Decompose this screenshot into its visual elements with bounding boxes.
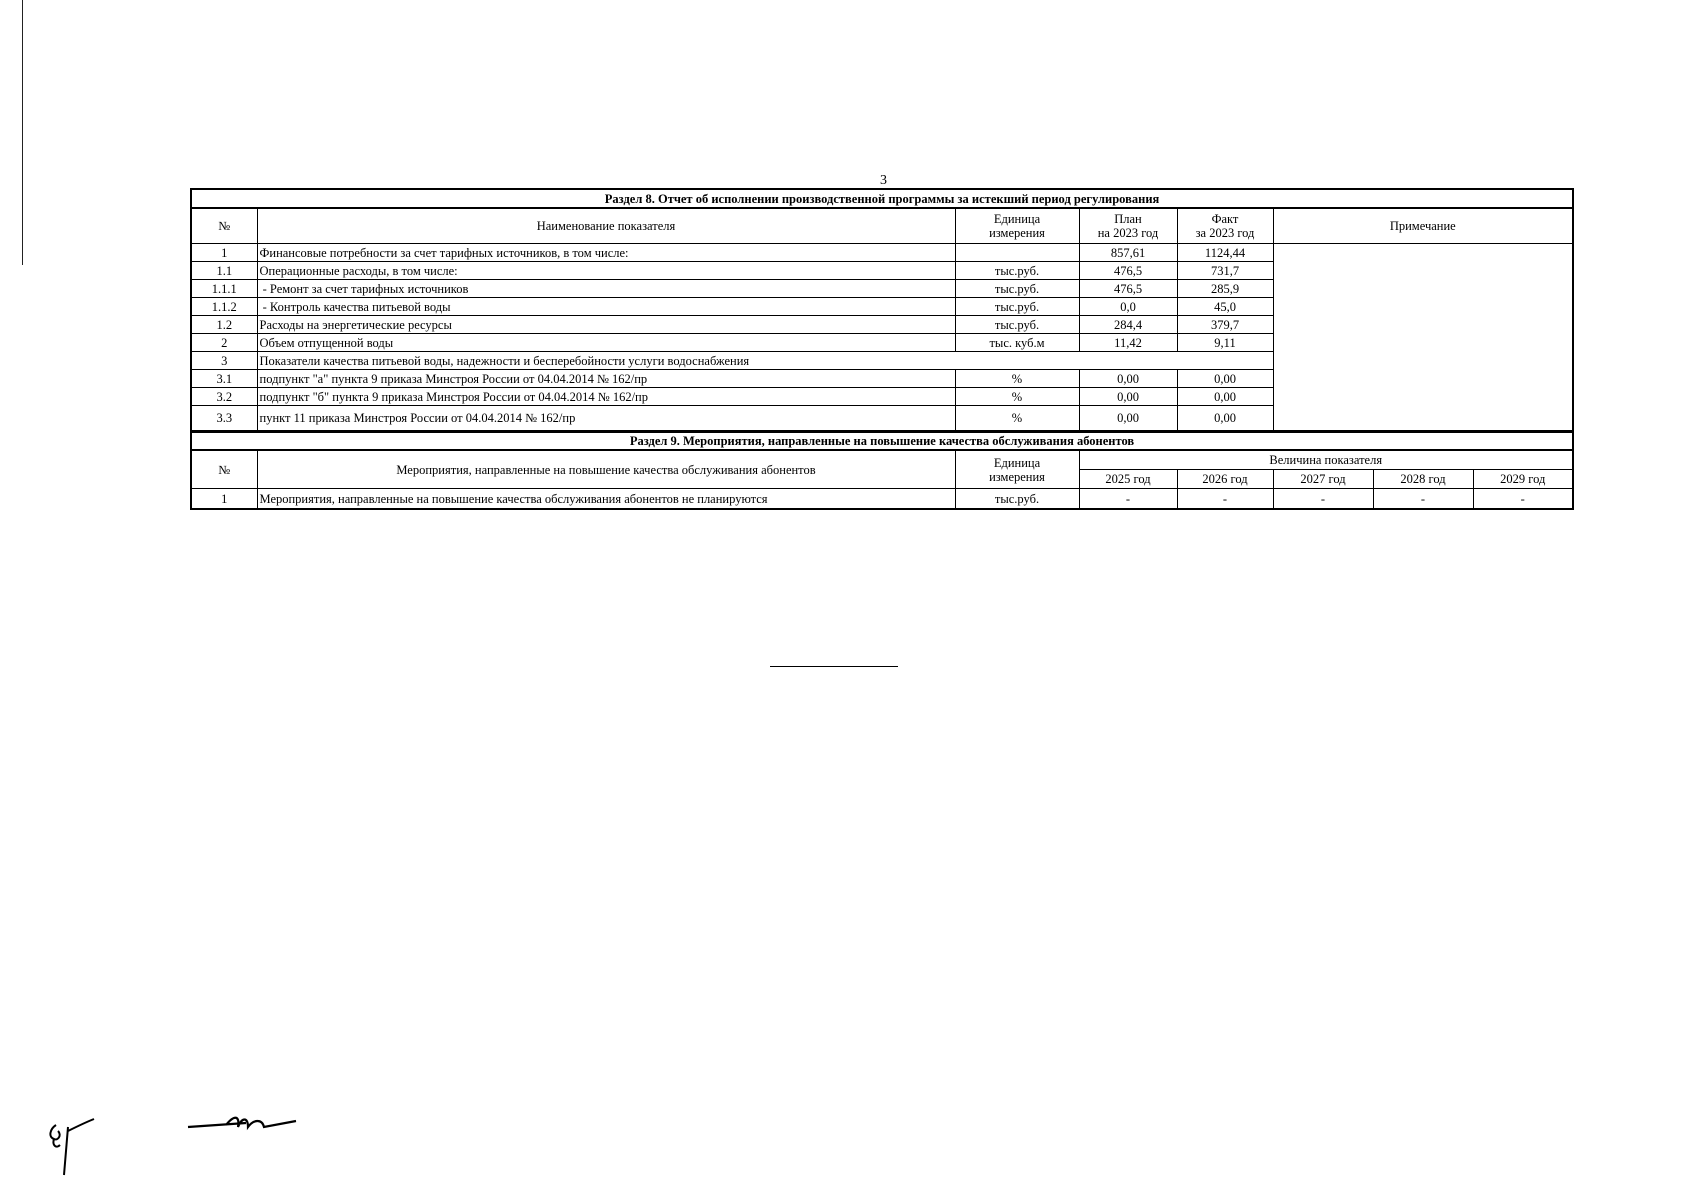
col-header-plan-line1: План bbox=[1114, 212, 1142, 226]
row-fact-value: 379,7 bbox=[1177, 316, 1273, 334]
handwritten-initials bbox=[44, 1115, 114, 1190]
row-fact-value: 731,7 bbox=[1177, 262, 1273, 280]
row-unit: тыс.руб. bbox=[955, 316, 1079, 334]
row-fact-value: 0,00 bbox=[1177, 388, 1273, 406]
row-number: 3 bbox=[191, 352, 257, 370]
row-year-value: - bbox=[1373, 489, 1473, 510]
row-indicator-name: - Ремонт за счет тарифных источников bbox=[257, 280, 955, 298]
col-header-unit-line2: измерения bbox=[989, 226, 1045, 240]
row-number: 1.1.2 bbox=[191, 298, 257, 316]
row-indicator-name: Показатели качества питьевой воды, надежности и бесперебойности услуги водоснабжения bbox=[257, 352, 1273, 370]
col-header-plan-line2: на 2023 год bbox=[1097, 226, 1159, 240]
row-unit: тыс.руб. bbox=[955, 280, 1079, 298]
row-fact-value: 9,11 bbox=[1177, 334, 1273, 352]
note-cell bbox=[1273, 244, 1573, 432]
row-plan-value: 0,0 bbox=[1079, 298, 1177, 316]
row-plan-value: 11,42 bbox=[1079, 334, 1177, 352]
row-year-value: - bbox=[1473, 489, 1573, 510]
binding-margin-line bbox=[22, 0, 23, 265]
col-header-number: № bbox=[191, 208, 257, 244]
handwritten-signature bbox=[186, 1105, 306, 1145]
row-number: 1.2 bbox=[191, 316, 257, 334]
col-header-year: 2028 год bbox=[1373, 470, 1473, 489]
report-sheet bbox=[190, 188, 1572, 510]
row-fact-value: 285,9 bbox=[1177, 280, 1273, 298]
row-indicator-name: Объем отпущенной воды bbox=[257, 334, 955, 352]
table-row bbox=[191, 244, 1573, 262]
section9-title: Раздел 9. Мероприятия, направленные на повышение качества обслуживания абонентов bbox=[191, 433, 1573, 451]
row-number: 1.1.1 bbox=[191, 280, 257, 298]
row-indicator-name: подпункт "а" пункта 9 приказа Минстроя России от 04.04.2014 № 162/пр bbox=[257, 370, 955, 388]
col-header-number: № bbox=[191, 450, 257, 489]
row-year-value: - bbox=[1273, 489, 1373, 510]
col-header-year: 2027 год bbox=[1273, 470, 1373, 489]
col-header-note: Примечание bbox=[1273, 208, 1573, 244]
section9-table bbox=[190, 432, 1574, 510]
row-plan-value: 476,5 bbox=[1079, 280, 1177, 298]
section8-table bbox=[190, 188, 1574, 432]
row-number: 3.1 bbox=[191, 370, 257, 388]
row-indicator-name: Расходы на энергетические ресурсы bbox=[257, 316, 955, 334]
row-indicator-name: пункт 11 приказа Минстроя России от 04.04.2014 № 162/пр bbox=[257, 406, 955, 432]
row-number: 2 bbox=[191, 334, 257, 352]
row-plan-value: 0,00 bbox=[1079, 388, 1177, 406]
col-header-fact-line1: Факт bbox=[1211, 212, 1239, 226]
col-header-unit-line1: Единица bbox=[993, 212, 1041, 226]
row-plan-value: 284,4 bbox=[1079, 316, 1177, 334]
row-number: 1 bbox=[191, 489, 257, 510]
col-header-fact bbox=[1177, 208, 1273, 244]
col-header-year: 2026 год bbox=[1177, 470, 1273, 489]
row-unit bbox=[955, 244, 1079, 262]
row-unit: тыс. куб.м bbox=[955, 334, 1079, 352]
row-unit: тыс.руб. bbox=[955, 489, 1079, 510]
row-unit: % bbox=[955, 370, 1079, 388]
col-header-unit bbox=[955, 450, 1079, 489]
row-plan-value: 0,00 bbox=[1079, 370, 1177, 388]
col-header-plan bbox=[1079, 208, 1177, 244]
col-header-unit bbox=[955, 208, 1079, 244]
row-unit: % bbox=[955, 406, 1079, 432]
row-indicator-name: - Контроль качества питьевой воды bbox=[257, 298, 955, 316]
row-indicator-name: подпункт "б" пункта 9 приказа Минстроя России от 04.04.2014 № 162/пр bbox=[257, 388, 955, 406]
row-plan-value: 857,61 bbox=[1079, 244, 1177, 262]
row-fact-value: 0,00 bbox=[1177, 406, 1273, 432]
row-fact-value: 45,0 bbox=[1177, 298, 1273, 316]
section8-title: Раздел 8. Отчет об исполнении производственной программы за истекший период регулирования bbox=[191, 189, 1573, 208]
col-header-unit-line2: измерения bbox=[989, 469, 1045, 484]
row-year-value: - bbox=[1079, 489, 1177, 510]
row-number: 1 bbox=[191, 244, 257, 262]
row-number: 1.1 bbox=[191, 262, 257, 280]
row-year-value: - bbox=[1177, 489, 1273, 510]
row-plan-value: 0,00 bbox=[1079, 406, 1177, 432]
page-number: 3 bbox=[880, 173, 887, 188]
col-header-year: 2025 год bbox=[1079, 470, 1177, 489]
row-indicator-name: Операционные расходы, в том числе: bbox=[257, 262, 955, 280]
col-header-unit-line1: Единица bbox=[993, 455, 1041, 470]
col-header-activity-name: Мероприятия, направленные на повышение качества обслуживания абонентов bbox=[257, 450, 955, 489]
closing-rule bbox=[770, 666, 898, 667]
row-number: 3.3 bbox=[191, 406, 257, 432]
col-header-indicator-value: Величина показателя bbox=[1079, 450, 1573, 470]
row-unit: % bbox=[955, 388, 1079, 406]
table-row bbox=[191, 489, 1573, 510]
row-fact-value: 1124,44 bbox=[1177, 244, 1273, 262]
col-header-fact-line2: за 2023 год bbox=[1195, 226, 1255, 240]
row-unit: тыс.руб. bbox=[955, 298, 1079, 316]
row-fact-value: 0,00 bbox=[1177, 370, 1273, 388]
row-unit: тыс.руб. bbox=[955, 262, 1079, 280]
col-header-year: 2029 год bbox=[1473, 470, 1573, 489]
col-header-indicator-name: Наименование показателя bbox=[257, 208, 955, 244]
row-plan-value: 476,5 bbox=[1079, 262, 1177, 280]
row-indicator-name: Финансовые потребности за счет тарифных источников, в том числе: bbox=[257, 244, 955, 262]
row-activity-name: Мероприятия, направленные на повышение качества обслуживания абонентов не планируются bbox=[257, 489, 955, 510]
row-number: 3.2 bbox=[191, 388, 257, 406]
